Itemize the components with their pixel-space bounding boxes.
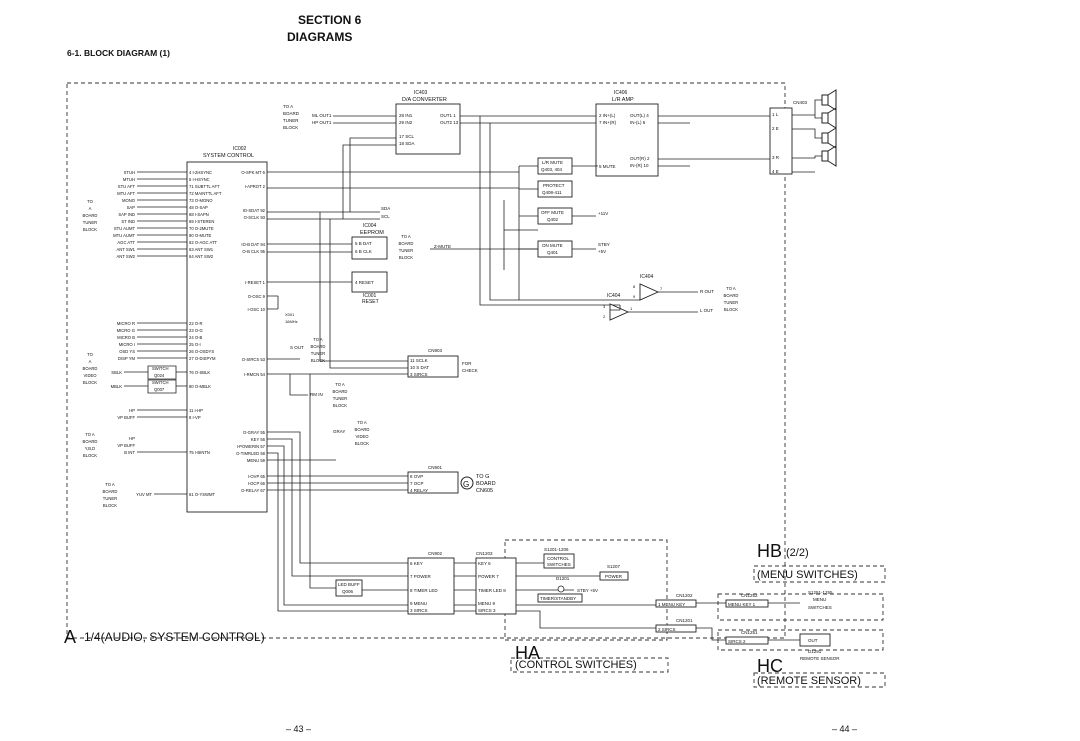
ic406-name: L/R AMP xyxy=(612,97,634,103)
side-labels xyxy=(83,199,739,508)
ha-timer-standby: TIMER/STANDBY xyxy=(540,596,577,601)
ic002-right-pin-10: I-RMCN 54 xyxy=(244,372,265,377)
tuner-block-label-4: BLOCK xyxy=(82,227,98,232)
supply-5v: +5V xyxy=(598,249,607,254)
ic404-l-out: L OUT xyxy=(700,308,714,313)
hc-d1291: D1291 xyxy=(808,649,822,654)
ic002-left-pin-23: 75 I-BINTN xyxy=(189,450,210,455)
ic001-pin4: 4 RESET xyxy=(355,280,374,285)
board-a-title: 1/4(AUDIO, SYSTEM CONTROL) xyxy=(84,630,265,644)
rmin-block-label-2: TUNER xyxy=(332,396,348,401)
ic002-right-pin-14: O-TIMRLED 58 xyxy=(236,451,265,456)
board-g-line2: BOARD xyxy=(476,481,496,487)
cn1251-pin: SIRCS 2 xyxy=(728,639,746,644)
hc-out: OUT xyxy=(808,638,818,643)
ic001-ref: IC001 xyxy=(363,293,377,299)
ha-control: CONTROL xyxy=(547,556,570,561)
ha-s1201: S1201-1206 xyxy=(544,547,569,552)
led-d1201-icon xyxy=(558,586,564,592)
tuner-block-label-1: A xyxy=(88,206,92,211)
protect-name: PROTECT xyxy=(543,183,565,188)
label-tuner: TUNER xyxy=(283,118,299,123)
board-hb-title: (MENU SWITCHES) xyxy=(757,569,858,581)
ic002-right-pin-11: O-GRAY 55 xyxy=(243,430,265,435)
board-hc-title: (REMOTE SENSOR) xyxy=(757,675,861,687)
ic002-left-pin-11: 63 ANT SW1 xyxy=(189,247,214,252)
board-ha-title: (CONTROL SWITCHES) xyxy=(515,659,637,671)
label-block: BLOCK xyxy=(283,125,299,130)
ic002-left-signals xyxy=(111,170,187,497)
ic403-pin-in2: 29 IN2 xyxy=(399,120,413,125)
cn903-note-check: CHECK xyxy=(462,368,478,373)
ic002-left-pin-1: 5 I-HSYNC xyxy=(189,177,210,182)
tuner-signal-12: ANT SW2 xyxy=(116,254,135,259)
cn903-ref: CN903 xyxy=(428,348,443,353)
label-rm-in: RM IN xyxy=(310,392,323,397)
label-z-mute: Z-MUTE xyxy=(434,244,451,249)
tuner-signal-0: STUH xyxy=(123,170,135,175)
ic002-right-pin-12: KEY 56 xyxy=(250,437,265,442)
tuner-block2-label-2: TUNER xyxy=(102,496,118,501)
ic002-left-pin-0: 4 I-2HSYNC xyxy=(189,170,213,175)
ic403-ref: IC403 xyxy=(414,90,428,96)
video-block-label-2: BOARD xyxy=(82,366,98,371)
page-number-right: – 44 – xyxy=(832,724,858,734)
label-to-a: TO A xyxy=(283,104,294,109)
video-block-label-3: VIDEO xyxy=(83,373,97,378)
cn903-pin10: 10 S DAT xyxy=(410,365,430,370)
ic404-ref-bottom: IC404 xyxy=(607,293,621,299)
crystal-freq: 16MHz xyxy=(285,319,298,324)
video-signal-4: OSD YS xyxy=(119,349,135,354)
ic403-pin-out2: OUT2 13 xyxy=(440,120,459,125)
board-a-letter: A xyxy=(64,627,77,647)
cn902-pin3: 3 SIRCS xyxy=(410,608,428,613)
gray-block-label-2: VIDEO xyxy=(355,434,369,439)
cn903-note-for: FOR xyxy=(462,361,472,366)
cn902-pin9: 9 MENU xyxy=(410,601,428,606)
cn902-pin6: 6 KEY xyxy=(410,561,423,566)
ha-d1201: D1201 xyxy=(556,576,570,581)
switch-q024: Q024 xyxy=(154,373,165,378)
label-scl: SCL xyxy=(381,214,390,219)
cn901-pin4: 4 RELAY xyxy=(410,488,429,493)
cn1203-pin7: POWER 7 xyxy=(478,574,499,579)
board-hb-letter: HB xyxy=(757,541,783,561)
video-signal-1: MICRO G xyxy=(116,328,135,333)
video-block-label-0: TO xyxy=(87,352,93,357)
wire-cn903 xyxy=(267,212,408,374)
tuner-signal-7: ST IND xyxy=(121,219,135,224)
tuner-signal-4: MONO xyxy=(121,198,135,203)
label-hp-out: HP OUT1 xyxy=(312,120,332,125)
wire-cn902 xyxy=(267,374,408,611)
video-signal-5: DISP YM xyxy=(117,356,135,361)
video-block-label-1: A xyxy=(88,359,92,364)
cn1202-pin: 1 MENU KEY xyxy=(658,602,686,607)
out-block-label-2: TUNER xyxy=(723,300,739,305)
ic004-name: EEPROM xyxy=(360,230,384,236)
ic002-left-pin-12: 64 ANT SW2 xyxy=(189,254,214,259)
ic002-left-pin-6: 68 I-SAPN xyxy=(189,212,209,217)
board-g-line3: CN605 xyxy=(476,488,494,494)
ic002-right-pin-8: I-OSC 10 xyxy=(247,307,265,312)
mute-block-label-2: TUNER xyxy=(398,248,414,253)
led-buff-name: LED BUFF xyxy=(338,582,360,587)
ic002-left-pin-22: 8 I-VP xyxy=(189,415,201,420)
ic406-pin-outl: OUT(L) 4 xyxy=(630,113,649,118)
ha-stby5: STBY +5V xyxy=(577,588,599,593)
cn403-pin3: 3 R xyxy=(772,155,780,160)
ic002-left-pin-15: 24 O-B xyxy=(189,335,203,340)
label-ml-out: ML OUT1 xyxy=(312,113,332,118)
switch-q007: Q007 xyxy=(154,387,165,392)
ic002-right-pin-1: I-APROT 2 xyxy=(244,184,265,189)
ic404-pin8: 8 xyxy=(633,284,636,289)
tuner-block2-label-3: BLOCK xyxy=(102,503,118,508)
ic404-r-out: R OUT xyxy=(700,289,714,294)
mute-block-label-0: TO A xyxy=(401,234,411,239)
label-board: BOARD xyxy=(283,111,300,116)
on-mute-name: ON MUTE xyxy=(542,243,563,248)
cn1252-pin: MENU KEY 1 xyxy=(728,602,756,607)
block-diagram-title: 6-1. BLOCK DIAGRAM (1) xyxy=(67,48,170,58)
tuner-signal-10: AGC ATT xyxy=(117,240,135,245)
ic002-left-pin-17: 26 O-OSDYS xyxy=(189,349,215,354)
signal-sblk: SBLK xyxy=(111,370,122,375)
wire-amp-out xyxy=(658,116,770,166)
signal-hp: HP xyxy=(129,408,135,413)
signal-vp-buff: VP BUFF xyxy=(117,415,135,420)
ic002-right-pin-9: O-SIRCS 53 xyxy=(241,357,265,362)
ic002-right-pin-2: IO-SDAT 92 xyxy=(242,208,265,213)
cn1203-pin6: KEY 6 xyxy=(478,561,491,566)
ic002-right-pin-5: O-B CLK 95 xyxy=(242,249,265,254)
video-block-label-4: BLOCK xyxy=(82,380,98,385)
tuner-block-label-0: TO xyxy=(87,199,93,204)
ic406-pin-mute: 5 MUTE xyxy=(599,164,616,169)
ic002-right-pin-4: IO-B DAT 94 xyxy=(241,242,265,247)
ic403-pin-out1: OUT1 1 xyxy=(440,113,456,118)
cn1251-ref: CN1251 xyxy=(741,630,758,635)
yuv-block-label-0: TO A xyxy=(85,432,95,437)
cn1203-pin9: MENU 9 xyxy=(478,601,496,606)
cn403-block xyxy=(770,108,792,174)
ic002-right-pin-15: MENU 59 xyxy=(246,458,265,463)
ic406-pin-inr-neg: IN-(R) 10 xyxy=(630,163,649,168)
cn1203-pin3: SIRCS 3 xyxy=(478,608,496,613)
hb-menu: MENU xyxy=(813,597,827,602)
cn903-pin11: 11 SCLK xyxy=(410,358,428,363)
sout-block-label-1: BOARD xyxy=(310,344,326,349)
lr-mute-q: Q403, 404 xyxy=(541,167,563,172)
signal-yuv-mt: YUV MT xyxy=(136,492,152,497)
ic002-left-pin-13: 22 O-R xyxy=(189,321,203,326)
hb-s1251: S1251-1255 xyxy=(808,590,833,595)
mute-block-label-1: BOARD xyxy=(398,241,414,246)
ic004-pin5: 5 B DAT xyxy=(355,241,372,246)
tuner-block2-label-0: TO A xyxy=(105,482,115,487)
ic002-right-pin-7: O-OSC 9 xyxy=(247,294,265,299)
sout-block-label-3: BLOCK xyxy=(310,358,326,363)
rmin-block-label-0: TO A xyxy=(335,382,345,387)
ic002-name: SYSTEM CONTROL xyxy=(203,153,255,159)
ic002-left-pin-9: 90 O-MUTE xyxy=(189,233,212,238)
board-ha-letter: HA xyxy=(515,643,541,663)
gray-block-label-0: TO A xyxy=(357,420,367,425)
cn1201-ref: CN1201 xyxy=(676,618,693,623)
mute-block-label-3: BLOCK xyxy=(398,255,414,260)
tuner-signal-8: STU AUMT xyxy=(113,226,135,231)
supply-stby: STBY xyxy=(598,242,610,247)
hp-wires xyxy=(137,410,187,417)
cn403-pin2: 2 E xyxy=(772,126,779,131)
ha-switches: SWITCHES xyxy=(547,562,571,567)
wire-spkmt xyxy=(267,172,519,188)
ic406-pin-inl-neg: IN-(L) 6 xyxy=(630,120,646,125)
ic404-pin7: 7 xyxy=(660,286,663,291)
ic404-pin1: 1 xyxy=(630,306,633,311)
label-gray: GRAY xyxy=(333,429,346,434)
cn1203-pin8: TIMER LED 8 xyxy=(478,588,506,593)
cn903-pin3: 3 SIRCS xyxy=(410,372,428,377)
wire-mute-ctrl xyxy=(430,200,538,270)
ic002-left-pin-10: 62 O-AGC ATT xyxy=(189,240,218,245)
ic406-pin-inl: 2 IN+(L) xyxy=(599,113,616,118)
gray-block-label-1: BOARD xyxy=(354,427,370,432)
wire-audio xyxy=(333,116,598,123)
section-title: SECTION 6 xyxy=(298,13,362,27)
tuner-signal-2: STU AFT xyxy=(117,184,135,189)
protect-q: Q408-411 xyxy=(542,190,562,195)
yuv-block-label-1: BOARD xyxy=(82,439,98,444)
cn403-pin4: 4 E xyxy=(772,169,779,174)
ic404-pin3: 3 xyxy=(603,304,606,309)
ha-s1207: S1207 xyxy=(607,564,621,569)
ic002-right-pin-18: O-RELAY 67 xyxy=(241,488,265,493)
hb-switches: SWITCHES xyxy=(808,605,832,610)
ic403-pin-in1: 28 IN1 xyxy=(399,113,413,118)
board-hb-page: (2/2) xyxy=(786,547,809,559)
ic002-left-pin-18: 27 O-DISPYM xyxy=(189,356,216,361)
diagrams-title: DIAGRAMS xyxy=(287,30,353,44)
ic002-left-pin-14: 23 O-G xyxy=(189,328,203,333)
ic004-ref: IC004 xyxy=(363,223,377,229)
ic406-pin-inr: 7 IN+(R) xyxy=(599,120,617,125)
ic406-ref: IC406 xyxy=(614,90,628,96)
ic404-symbols xyxy=(610,284,658,320)
tuner-block2-label-1: BOARD xyxy=(102,489,118,494)
wire-cn901 xyxy=(267,476,408,490)
cn902-ref: CN902 xyxy=(428,551,443,556)
board-g-letter: G xyxy=(463,480,470,489)
cn901-pin8: 8 OVP xyxy=(410,474,424,479)
ic002-left-pin-3: 72 MAINTTL AFT xyxy=(189,191,222,196)
tuner-signal-6: SAP IND xyxy=(118,212,135,217)
video-signal-0: MICRO R xyxy=(116,321,135,326)
ic406-pin-outr: OUT(R) 2 xyxy=(630,156,650,161)
hc-sensor: REMOTE SENSOR xyxy=(800,656,840,661)
cn901-ref: CN901 xyxy=(428,465,443,470)
ic002-right-pin-0: O-SPK MT 6 xyxy=(241,170,265,175)
ic002-left-pin-4: 73 O-MONO xyxy=(189,198,213,203)
ic002-right-pin-13: I-POWERIN 57 xyxy=(236,444,265,449)
sout-block-label-0: TO A xyxy=(313,337,323,342)
off-mute-q: Q402 xyxy=(547,217,559,222)
ha-power: POWER xyxy=(605,574,623,579)
out-block-label-0: TO A xyxy=(726,286,736,291)
ic002-left-pin-2: 71 SUBTTL AFT xyxy=(189,184,220,189)
video-signal-2: MICRO B xyxy=(117,335,135,340)
switch-q007-label: SWITCH xyxy=(152,380,169,385)
crystal-ref: X001 xyxy=(285,312,295,317)
ic403-name: D/A CONVERTER xyxy=(402,97,447,103)
yuv-block-label-2: Y,B,D xyxy=(84,446,96,451)
ic002-left-pin-8: 70 O-2MUTE xyxy=(189,226,214,231)
tuner-signal-9: MTU AUMT xyxy=(113,233,135,238)
label-sda: SDA xyxy=(381,206,391,211)
yuv-block-label-3: BLOCK xyxy=(82,453,98,458)
signal-vp-buff-2: VP BUFF xyxy=(117,443,135,448)
ic001-name: RESET xyxy=(362,299,379,305)
ic002-left-pin-21: 11 I-HP xyxy=(189,408,203,413)
ic002-left-pin-24: 61 O-YSWMT xyxy=(189,492,216,497)
ic404-ref-top: IC404 xyxy=(640,274,654,280)
tuner-block-label-2: BOARD xyxy=(82,213,98,218)
tuner-block-label-3: TUNER xyxy=(82,220,98,225)
cn902-pin8: 8 TIMER LED xyxy=(410,588,438,593)
sout-block-label-2: TUNER xyxy=(310,351,326,356)
cn902-pin7: 7 POWER xyxy=(410,574,431,579)
signal-hp-2: HP xyxy=(129,436,135,441)
ic002-right-pin-6: I-RESET 1 xyxy=(245,280,265,285)
ic002-left-pin-20: 80 O-MBLK xyxy=(189,384,211,389)
tuner-signal-1: MTUH xyxy=(122,177,135,182)
cn403-ref: CN403 xyxy=(793,100,808,105)
out-block-label-1: BOARD xyxy=(723,293,739,298)
cn403-pin1: 1 L xyxy=(772,112,779,117)
ic002-left-pin-19: 76 O-SBLK xyxy=(189,370,211,375)
wire-rmin xyxy=(290,374,308,395)
tuner-signal-3: MTU AFT xyxy=(117,191,135,196)
led-buff-q: Q006 xyxy=(342,589,354,594)
ic002-right-pin-16: I-OVP 65 xyxy=(247,474,265,479)
page-number-left: – 43 – xyxy=(286,724,312,734)
ic404-pin2: 2 xyxy=(603,314,606,319)
ic002-ref: IC002 xyxy=(233,146,247,152)
ic002-left-pin-5: 48 O-SAP xyxy=(189,205,208,210)
ic002-right-pin-3: O-SCLK 93 xyxy=(243,215,265,220)
lr-mute-name: L/R MUTE xyxy=(542,160,564,165)
ic403-pin-sda: 18 SDA xyxy=(399,141,415,146)
on-mute-q: Q401 xyxy=(547,250,559,255)
ic403-pin-scl: 17 SCL xyxy=(399,134,415,139)
signal-b-int: B INT xyxy=(124,450,135,455)
cn1252-ref: CN1252 xyxy=(741,593,758,598)
supply-11v: +11V xyxy=(598,211,609,216)
rmin-block-label-1: BOARD xyxy=(332,389,348,394)
switch-q024-label: SWITCH xyxy=(152,366,169,371)
ic002-right-pin-17: I-OCP 66 xyxy=(247,481,265,486)
signal-mblk: MBLK xyxy=(110,384,122,389)
board-hc-letter: HC xyxy=(757,656,783,676)
ic403-block xyxy=(396,104,460,154)
cn1202-ref: CN1202 xyxy=(676,593,693,598)
ic404-pin9: 9 xyxy=(633,294,636,299)
board-g-line1: TO G xyxy=(476,474,490,480)
gray-block-label-3: BLOCK xyxy=(354,441,370,446)
cn901-pin7: 7 OCP xyxy=(410,481,424,486)
cn1203-ref: CN1203 xyxy=(476,551,493,556)
ic002-left-pin-16: 25 O-I xyxy=(189,342,201,347)
tuner-signal-5: SAP xyxy=(126,205,135,210)
out-block-label-3: BLOCK xyxy=(723,307,739,312)
ic004-pin6: 6 B CLK xyxy=(355,249,372,254)
label-s-out: S OUT xyxy=(290,345,304,350)
off-mute-name: OFF MUTE xyxy=(541,210,564,215)
ic002-left-pin-7: 69 I-STEREN xyxy=(189,219,215,224)
cn1201-pin: 2 SIRCS xyxy=(658,627,676,632)
rmin-block-label-3: BLOCK xyxy=(332,403,348,408)
video-signal-3: MICRO I xyxy=(118,342,135,347)
tuner-signal-11: ANT SW1 xyxy=(116,247,135,252)
